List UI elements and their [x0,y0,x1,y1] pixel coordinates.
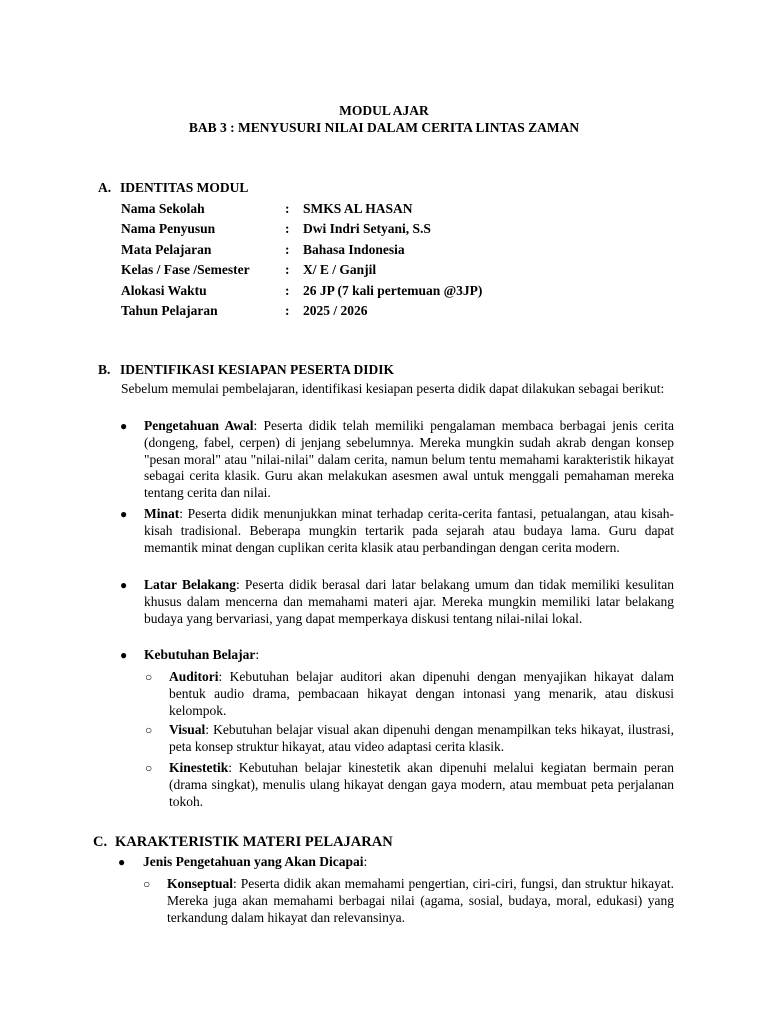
circle-bullet-icon: ○ [145,670,153,684]
item-term: Latar Belakang [144,577,236,592]
section-c-heading [93,833,393,852]
list-item-interest [144,506,674,556]
item-term: Minat [144,506,180,521]
identity-row-subject [121,240,482,260]
item-term: Kinestetik [169,760,229,775]
item-term: Konseptual [167,876,234,891]
list-item-prior-knowledge [144,418,674,502]
item-term: Visual [169,722,206,737]
item-text: : Kebutuhan belajar kinestetik akan dipenuhi melalui kegiatan bermain peran (drama singkat), menulis ulang hikayat dengan gaya modern, atau membuat peta perjalanan tokoh. [169,760,674,809]
document-subtitle: BAB 3 : MENYUSURI NILAI DALAM CERITA LINTAS ZAMAN [188,120,580,135]
item-text: : Peserta didik akan memahami pengertian, ciri-ciri, fungsi, dan struktur hikayat. Mereka juga akan memahami berbagai nilai (agama, sosial, budaya, moral, edukasi) yang terkandung dalam hikayat dan relevansinya. [167,876,674,925]
section-b-title: IDENTIFIKASI KESIAPAN PESERTA DIDIK [120,362,394,377]
identity-table [121,199,482,321]
circle-bullet-icon: ○ [143,877,151,891]
item-term: Kebutuhan Belajar [144,647,256,662]
identity-row-time [121,281,482,301]
identity-row-author [121,219,482,239]
section-a-heading [98,178,248,197]
item-text: : Peserta didik telah memiliki pengalaman membaca berbagai jenis cerita (dongeng, fabel, cerpen) di jenjang sebelumnya. Mereka mungkin sudah akrab dengan konsep "pesan moral" atau "nilai-nilai" dalam cerita, namun belum tentu memahami karakteristik hikayat sebagai cerita klasik. Guru akan melakukan asesmen awal untuk menggali pemahaman mereka tentang cerita dan nilai. [144,418,674,501]
bullet-icon: ● [120,419,128,433]
identity-value: 2025 / 2026 [303,302,368,318]
identity-key: Nama Penyusun [121,221,216,237]
subitem-kinesthetic [169,760,674,810]
section-a-title: IDENTITAS MODUL [120,180,249,195]
subitem-visual [169,722,674,756]
identity-value: X/ E / Ganjil [303,262,377,278]
circle-bullet-icon: ○ [145,761,153,775]
identity-value: SMKS AL HASAN [303,201,413,216]
subitem-conceptual [167,876,674,926]
identity-row-school [121,199,482,219]
item-text: : Kebutuhan belajar visual akan dipenuhi dengan menampilkan teks hikayat, ilustrasi, peta konsep struktur hikayat, atau video adaptasi cerita klasik. [169,722,674,754]
identity-key: Nama Sekolah [121,201,205,216]
item-text: : [255,647,260,662]
identity-colon: : [285,201,290,216]
section-c-title: KARAKTERISTIK MATERI PELAJARAN [115,834,393,850]
identity-key: Tahun Pelajaran [121,302,218,318]
identity-row-class [121,260,482,280]
item-term: Auditori [169,669,219,684]
list-item-background [144,577,674,627]
subitem-auditory [169,669,674,719]
bullet-icon: ● [120,648,128,662]
identity-value: Bahasa Indonesia [303,241,405,257]
item-text: : Kebutuhan belajar auditori akan dipenuhi dengan menyajikan hikayat dalam bentuk audio drama, pembacaan hikayat dengan intonasi yang menarik, atau diskusi kelompok. [169,669,674,718]
identity-value: 26 JP (7 kali pertemuan @3JP) [303,282,483,298]
circle-bullet-icon: ○ [145,723,153,737]
item-term: Pengetahuan Awal [144,418,254,433]
identity-colon: : [285,262,290,278]
document-title: MODUL AJAR [339,103,429,118]
identity-row-year [121,301,482,321]
identity-value: Dwi Indri Setyani, S.S [303,221,431,237]
identity-colon: : [285,221,290,237]
item-term: Jenis Pengetahuan yang Akan Dicapai [143,854,364,869]
section-b-letter: B. [98,362,111,377]
bullet-icon: ● [118,855,126,869]
list-item-learning-needs [144,647,674,664]
bullet-icon: ● [120,507,128,521]
item-text: : Peserta didik menunjukkan minat terhadap cerita-cerita fantasi, petualangan, atau kisah-kisah tradisional. Beberapa mungkin tertarik pada sejarah atau budaya lama. Guru dapat memantik minat dengan cuplikan cerita klasik atau perbandingan dengan cerita modern. [144,506,674,555]
section-a-letter: A. [98,180,112,195]
identity-key: Mata Pelajaran [121,241,212,257]
item-text: : [363,854,368,869]
section-b-intro: Sebelum memulai pembelajaran, identifikasi kesiapan peserta didik dapat dilakukan sebagai berikut: [121,381,665,396]
section-b-heading [98,360,394,379]
bullet-icon: ● [120,578,128,592]
identity-key: Kelas / Fase /Semester [121,262,250,278]
identity-key: Alokasi Waktu [121,282,207,298]
identity-colon: : [285,241,290,257]
section-c-letter: C. [93,834,108,850]
identity-colon: : [285,302,290,318]
list-item-knowledge-type [143,854,674,871]
item-text: : Peserta didik berasal dari latar belakang umum dan tidak memiliki kesulitan khusus dalam mencerna dan memahami materi ajar. Mereka mungkin memiliki latar belakang budaya yang bervariasi, yang dapat memperkaya diskusi tentang nilai-nilai lokal. [144,577,674,626]
identity-colon: : [285,282,290,298]
